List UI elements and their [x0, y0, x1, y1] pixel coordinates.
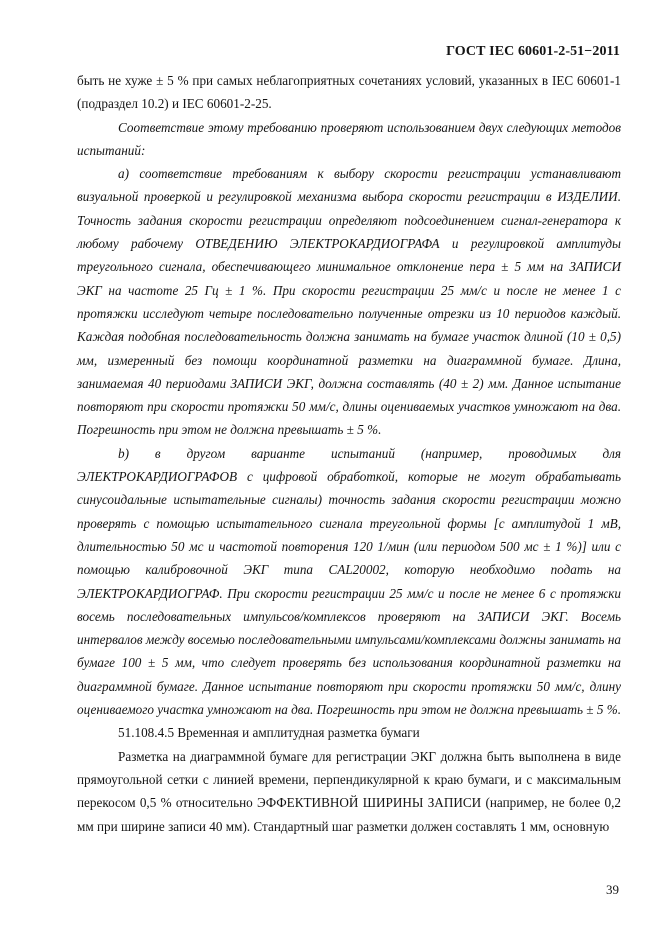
section-heading: 51.108.4.5 Временная и амплитудная разметка бумаги [118, 725, 420, 741]
paragraph-continuation: быть не хуже ± 5 % при самых неблагоприятных сочетаниях условий, указанных в IEC 60601-1 (подраздел 10.2) и IEC 60601-2-25. [77, 73, 621, 112]
page-body [77, 69, 621, 838]
paragraph-marking: Разметка на диаграммной бумаге для регистрации ЭКГ должна быть выполнена в виде прямоугольной сетки с линией времени, перпендикулярной к краю бумаги, и с максимальным перекосом 0,5 % относительно ЭФФЕКТИВНОЙ ШИРИНЫ ЗАПИСИ (например, не более 0,2 мм при ширине записи 40 мм). Стандартный шаг разметки должен составлять 1 мм, основную [77, 748, 621, 834]
page-number: 39 [606, 882, 619, 897]
paragraph-conformity: Соответствие этому требованию проверяют использованием двух следующих методов испытаний: [77, 119, 621, 158]
document-header: ГОСТ IEC 60601-2-51−2011 [446, 44, 620, 59]
paragraph-method-b: b) в другом варианте испытаний (например, проводимых для ЭЛЕКТРОКАРДИОГРАФОВ с цифровой обработкой, которые не могут обрабатывать синусоидальные испытательные сигналы) точность задания скорости регистрации можно проверять с помощью испытательного сигнала треугольной формы [с амплитудой 1 мВ, длительностью 50 мс и частотой повторения 120 1/мин (или периодом 500 мс ± 1 %)] или с помощью калибровочной ЭКГ типа CAL20002, которую необходимо подать на ЭЛЕКТРОКАРДИОГРАФ. При скорости регистрации 25 мм/с и после не менее 6 с протяжки восемь последовательных импульсов/комплексов проверяют на ЗАПИСИ ЭКГ. Восемь интервалов между восемью последовательными импульсами/комплексами должны занимать на бумаге 100 ± 5 мм, что следует проверять без использования координатной разметки на диаграммной бумаге. Данное испытание повторяют при скорости протяжки 50 мм/с, длину оцениваемого участка умножают на два. Погрешность при этом не должна превышать ± 5 %. [77, 445, 622, 718]
paragraph-method-a: a) соответствие требованиям к выбору скорости регистрации устанавливают визуальной проверкой и регулировкой механизма выбора скорости регистрации в ИЗДЕЛИИ. Точность задания скорости регистрации определяют подсоединением сигнал-генератора к любому рабочему ОТВЕДЕНИЮ ЭЛЕКТРОКАРДИОГРАФА и регулировкой амплитуды треугольного сигнала, обеспечивающего минимальное отклонение пера ± 5 мм на ЗАПИСИ ЭКГ на частоте 25 Гц ± 1 %. При скорости регистрации 25 мм/с и после не менее 1 с протяжки исследуют четыре последовательно полученные отрезки из 10 периодов каждый. Каждая подобная последовательность должна занимать на бумаге участок длиной (10 ± 0,5) мм, измеренный без помощи координатной разметки на диаграммной бумаге. Длина, занимаемая 40 периодами ЗАПИСИ ЭКГ, должна составлять (40 ± 2) мм. Данное испытание повторяют при скорости протяжки 50 мм/с, длины оцениваемых участков умножают на два. Погрешность при этом не должна превышать ± 5 %. [77, 166, 621, 438]
